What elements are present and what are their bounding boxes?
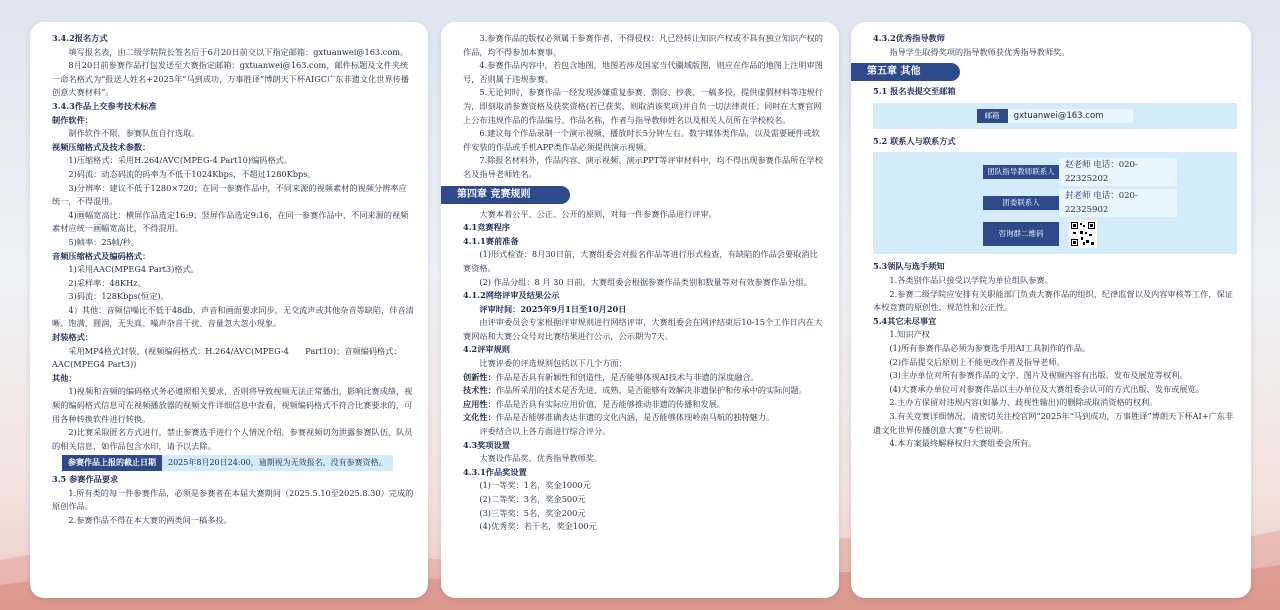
paragraph: 3.有关竞赛详细情况，请密切关注校官网“2025年“马到成功，万事胜译”博朗天下杯AI+广东非遗文化世界传播创意大赛”专栏说明。: [873, 410, 1234, 435]
paragraph: 1.所有类的每一件参赛作品，必须是参赛者在本届大赛期间（2025.5.10至2025.8.30）完成的原创作品。: [52, 487, 414, 512]
paragraph: (3)主办单位对所有参赛作品的文字、图片及视频内容有出版、发布及展览等权利。: [889, 370, 1188, 381]
criterion-label: 创新性：: [463, 371, 496, 382]
paragraph: 制作软件不限，参赛队伍自行选取。: [68, 128, 200, 139]
contact-value: 封老师 电话：020-22325902: [1059, 189, 1177, 217]
left-panel-content: [52, 32, 414, 527]
contact-label: 团队指导教师联系人: [983, 165, 1059, 179]
email-value[interactable]: gxtuanwei@163.com: [1008, 109, 1134, 123]
criterion-label: 文化性：: [463, 412, 496, 423]
paragraph: (1)形式检查：8月30日前，大赛组委会对报名作品等进行形式检查，有缺陷的作品会要取消比赛资格。: [463, 249, 818, 273]
contact-box: [873, 152, 1237, 254]
qr-code-icon[interactable]: [1069, 220, 1097, 248]
email-label: 邮箱: [977, 109, 1008, 123]
section-heading: 其他：: [52, 372, 77, 383]
paragraph: 1.知识产权: [889, 329, 930, 340]
paragraph: 4.参赛作品内容中，若包含地图，地图若涉及国家当代疆域版图，则应在作品的地图上注明审图号，否则属于违规参赛。: [463, 60, 823, 84]
contact-value: 赵老师 电话：020-22325202: [1059, 158, 1177, 186]
paragraph: (4)大赛承办单位可对参赛作品以主办单位及大赛组委会认可的方式出版、发布或展览。: [889, 383, 1204, 394]
right-panel-bottom: [873, 260, 1237, 450]
paragraph: 4.本方案最终解释权归大赛组委会所有。: [889, 438, 1037, 449]
paragraph: 1)视频和音频的编码格式务必遵照相关要求，否则将导致视频无法正常播出，影响比赛成绩，视频的编码格式信息可在视频播放器的视频文件详细信息中查看，视频编码格式不符合比赛要求的，可用各种转换软件进行转换。: [52, 386, 413, 424]
section-heading: 4.1.1赛前准备: [463, 235, 519, 246]
middle-panel-top: [463, 32, 825, 182]
paragraph: [463, 371, 825, 385]
right-panel-top: [873, 32, 1237, 59]
paragraph: 3)分辨率：建议不低于1280×720；在同一参赛作品中，不同来源的视频素材的视频分辨率应统一，不得混用。: [52, 182, 407, 207]
paragraph: (2)作品提交后原则上不能更改作者及指导老师。: [889, 356, 1065, 367]
section-heading: 4.2评审规则: [463, 344, 510, 355]
chapter-5-title: 第五章 其他: [851, 63, 960, 81]
paragraph: 2)采样率：48KHz。: [68, 277, 146, 288]
criterion-text: 作品是否具有新颖性和创造性，是否能够体现AI技术与非遗的深度融合。: [495, 371, 759, 382]
paragraph: 6.建议每个作品录制一个演示视频，播放时长5分钟左右。数字媒体类作品，以及需要硬件或软件安装的作品或手机APP类作品必须提供演示视频。: [463, 128, 820, 152]
paragraph: 5.无论何时，参赛作品一经发现涉嫌重复参赛、剽窃、抄袭、一稿多投，提供虚假材料等违规行为，即刻取消参赛资格及获奖资格(若已获奖，则取消该奖项)并自负一切法律责任；同时在大赛官网上公布违规作品的作品编号、作品名称，作者与指导教师姓名以及相关人员所在学校校名。: [463, 87, 823, 125]
paragraph: 5)帧率：25帧/秒。: [68, 236, 140, 247]
section-heading: 音频压缩格式及编码格式：: [52, 250, 151, 261]
section-heading: 5.3领队与选手须知: [873, 261, 945, 272]
section-heading: 4.1竞赛程序: [463, 222, 510, 233]
qr-label: 咨询群二维码: [983, 222, 1059, 246]
paragraph: (4)优秀奖：若干名，奖金100元: [479, 521, 597, 532]
paragraph: 1)采用AAC(MPEG4 Part3)格式。: [68, 264, 199, 275]
paragraph: 由评审委员会专家根据评审规则进行网络评审，大赛组委会在网评结束后10-15个工作日内在大赛网站和大赛公众号对比赛结果进行公示，公示期为7天。: [463, 317, 823, 341]
paragraph: 2.主办方保留对违规内容(如暴力、歧视性输出)的删除或取消资格的权利。: [889, 397, 1158, 408]
paragraph: 填写报名表，由二级学院院长签名后于6月20日前交以下指定邮箱：gxtuanwei@163.com。: [68, 46, 409, 57]
paragraph: 1)压缩格式：采用H.264/AVC(MPEG-4 Part10)编码格式。: [68, 155, 293, 166]
email-box: [873, 103, 1237, 129]
paragraph: 8月20日前参赛作品打包发送至大赛指定邮箱：gxtuanwei@163.com，邮件标题及文件夹统一命名格式为“报送人姓名+2025年“马到成功，万事胜译”博朗天下杯AIGC广东非遗文化世界传播创意大赛材料”。: [52, 60, 409, 98]
section-heading: 3.4.3作品上交参考技术标准: [52, 100, 157, 111]
paragraph: 4)画幅宽高比：横屏作品选定16:9；竖屏作品选定9:16，在同一参赛作品中，不同来源的视频素材应统一画幅宽高比，不得混用。: [52, 209, 409, 234]
contact-label: 团委联系人: [983, 196, 1059, 210]
contact-row: [983, 158, 1237, 186]
criterion-label: 技术性：: [463, 385, 496, 396]
paragraph: 大赛设作品奖、优秀指导教师奖。: [479, 453, 603, 464]
criterion-text: 作品所采用的技术是否先进、成熟，是否能够有效解决非遗保护和传承中的实际问题。: [495, 385, 807, 396]
middle-panel-rules: [463, 208, 825, 534]
criterion-text: 作品是否具有实际应用价值，是否能够推动非遗的传播和发展。: [495, 398, 726, 409]
middle-panel: [441, 22, 839, 598]
section-heading: 评审时间：2025年9月1日至10月20日: [479, 303, 627, 314]
criterion-text: 作品是否能够准确表达非遗的文化内涵，是否能够体现岭南马航的独特魅力。: [495, 412, 775, 423]
deadline-value: 2025年8月20日24:00，逾期视为无效报名，没有参赛资格。: [162, 455, 393, 471]
contact-row: [983, 189, 1237, 217]
section-heading: 4.3.2优秀指导教师: [873, 33, 945, 43]
qr-row: [983, 220, 1237, 248]
deadline-label: 参赛作品上报的截止日期: [62, 455, 162, 471]
section-heading: 封装格式：: [52, 332, 93, 343]
paragraph: 2)比赛采取匿名方式进行，禁止参赛选手进行个人情况介绍，参赛视频切勿泄露参赛队伍、队员的相关信息，如作品包含水印，请予以去除。: [52, 427, 413, 451]
section-heading: 4.3.1作品奖设置: [463, 466, 527, 477]
paragraph: 2)码流：动态码流的码率为不低于1024Kbps，不超过1280Kbps。: [68, 168, 316, 179]
section-5-1: 5.1 报名表提交至邮箱: [873, 86, 956, 97]
paragraph: (2) 作品分组：8 月 30 日前，大赛组委会根据参赛作品类别和数量等对有效参赛作品分组。: [479, 276, 812, 287]
section-heading: 4.3奖项设置: [463, 439, 510, 450]
paragraph: (3)三等奖：5名，奖金200元: [479, 507, 586, 518]
section-5-2: 5.2 联系人与联系方式: [873, 135, 956, 146]
section-heading: 5.4其它未尽事宜: [873, 315, 937, 326]
section-heading: 3.4.2报名方式: [52, 33, 108, 43]
paragraph: [463, 384, 825, 398]
paragraph: 采用MP4格式封装，(视频编码格式：H.264/AVC(MPEG-4 Part10)；音频编码格式：AAC(MPEG4 Part3)): [52, 345, 402, 370]
paragraph: (1)所有参赛作品必须为参赛选手用AI工具制作的作品。: [889, 342, 1091, 353]
paragraph: 2.参赛二级学院应安排有关职能部门负责大赛作品的组织、纪律监督以及内容审核等工作，保证本校竞赛的原创性、规范性和公正性。: [873, 288, 1233, 313]
paragraph: 3.参赛作品的版权必须属于参赛作者，不得侵权；凡已经转让知识产权或不具有独立知识产权的作品，均不得参加本赛事。: [463, 33, 823, 57]
section-heading: 3.5 参赛作品要求: [52, 474, 119, 484]
section-heading: 制作软件：: [52, 114, 93, 125]
left-panel: [30, 22, 428, 598]
paragraph: 3)码流：128Kbps(恒定)。: [68, 291, 169, 302]
paragraph: (2)二等奖：3名，奖金500元: [479, 494, 586, 504]
paragraph: 2.参赛作品不得在本大赛的两类间一稿多投。: [68, 514, 232, 525]
paragraph: (1)一等奖：1名，奖金1000元: [479, 480, 591, 491]
paragraph: [463, 411, 825, 425]
paragraph: [463, 398, 825, 412]
paragraph: 比赛评委的评选规则包括以下几个方面：: [479, 358, 627, 369]
criterion-label: 应用性：: [463, 398, 496, 409]
paragraph: 大赛本着公平、公正、公开的原则，对每一件参赛作品进行评审。: [479, 208, 717, 219]
section-heading: 视频压缩格式及技术参数：: [52, 141, 151, 152]
paragraph: 指导学生取得奖项的指导教师获优秀指导教师奖。: [889, 46, 1070, 57]
right-panel: [851, 22, 1251, 598]
deadline-banner: [62, 455, 414, 471]
section-heading: 4.1.2网络评审及结果公示: [463, 290, 560, 301]
paragraph: 7.除报名材料外，作品内容、演示视频、演示PPT等评审材料中，均不得出现参赛作品所在学校名及指导老师姓名。: [463, 155, 823, 179]
paragraph: 评委结合以上各方面进行综合评分。: [479, 426, 611, 437]
chapter-4-title: 第四章 竞赛规则: [441, 186, 570, 204]
paragraph: 4）其他：音频信噪比不低于48db，声音和画面要求同步，无交流声或其他杂音等缺陷，伴音清晰、饱满、圆润，无失真、噪声杂音干扰、音量忽大忽小现象。: [52, 304, 414, 329]
paragraph: 1.各类别作品只接受以学院为单位组队参赛。: [889, 274, 1053, 285]
